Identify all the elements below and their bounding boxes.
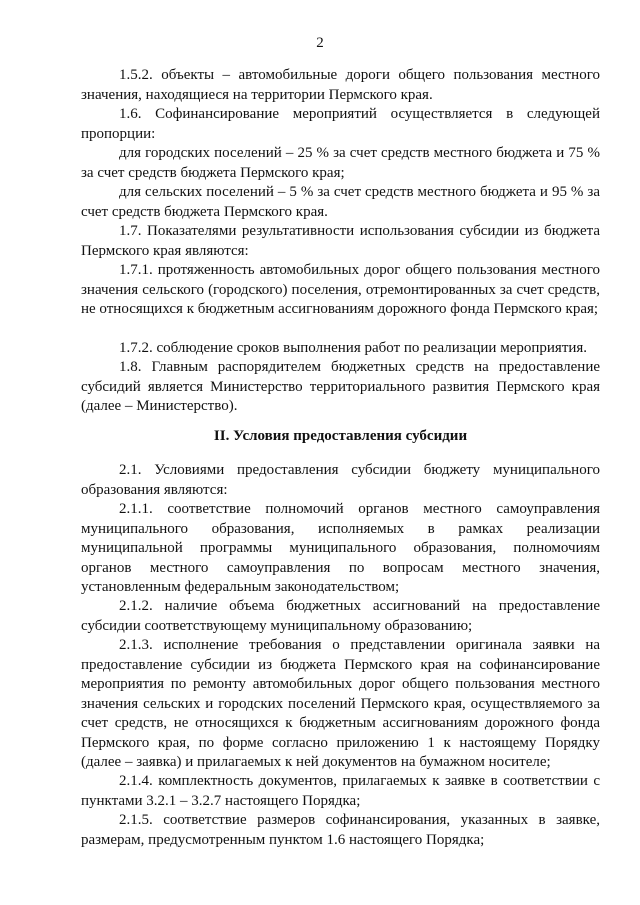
section-heading: II. Условия предоставления субсидии (213, 428, 468, 444)
paragraph-2-1-2: 2.1.2. наличие объема бюджетных ассигнований на предоставление субсидии соответствующему муниципальному образованию; (81, 598, 600, 634)
paragraph-1-7-1: 1.7.1. протяженность автомобильных дорог общего пользования местного значения сельского (городского) поселения, отремонтированных за счет средств, не относящихся к бюджетным ассигнованиям дорожного фонда Пермского края; (81, 262, 600, 317)
paragraph-rural-settlements: для сельских поселений – 5 % за счет средств местного бюджета и 95 % за счет средств бюджета Пермского края. (81, 184, 600, 220)
paragraph-2-1: 2.1. Условиями предоставления субсидии бюджету муниципального образования являются: (81, 462, 600, 498)
paragraph-2-1-4: 2.1.4. комплектность документов, прилагаемых к заявке в соответствии с пунктами 3.2.1 – 3.2.7 настоящего Порядка; (81, 773, 600, 809)
page-number: 2 (316, 35, 324, 51)
paragraph-2-1-3: 2.1.3. исполнение требования о представлении оригинала заявки на предоставление субсидии из бюджета Пермского края на софинансирование мероприятия по ремонту автомобильных дорог общего пользования местного значения сельских и городских поселений Пермского края, осуществляемого за счет средств, не относящихся к бюджетным ассигнованиям дорожного фонда Пермского края, по форме согласно приложению 1 к настоящему Порядку (далее – заявка) и прилагаемых к ней документов на бумажном носителе; (81, 637, 600, 770)
paragraph-urban-settlements: для городских поселений – 25 % за счет средств местного бюджета и 75 % за счет средств бюджета Пермского края; (81, 145, 600, 181)
paragraph-1-7-2: 1.7.2. соблюдение сроков выполнения работ по реализации мероприятия. (119, 340, 588, 356)
paragraph-1-5-2: 1.5.2. объекты – автомобильные дороги общего пользования местного значения, находящиеся на территории Пермского края. (81, 67, 600, 103)
paragraph-2-1-5: 2.1.5. соответствие размеров софинансирования, указанных в заявке, размерам, предусмотренным пунктом 1.6 настоящего Порядка; (81, 812, 600, 848)
paragraph-1-7: 1.7. Показателями результативности использования субсидии из бюджета Пермского края являются: (81, 223, 600, 259)
paragraph-1-6: 1.6. Софинансирование мероприятий осуществляется в следующей пропорции: (81, 106, 600, 142)
paragraph-1-8: 1.8. Главным распорядителем бюджетных средств на предоставление субсидий является Министерство территориального развития Пермского края (далее – Министерство). (81, 359, 600, 414)
paragraph-2-1-1: 2.1.1. соответствие полномочий органов местного самоуправления муниципального образования, исполняемых в рамках реализации муниципальной программы муниципального образования, полномочиям органов местного самоуправления по вопросам местного значения, установленным федеральным законодательством; (81, 501, 600, 595)
